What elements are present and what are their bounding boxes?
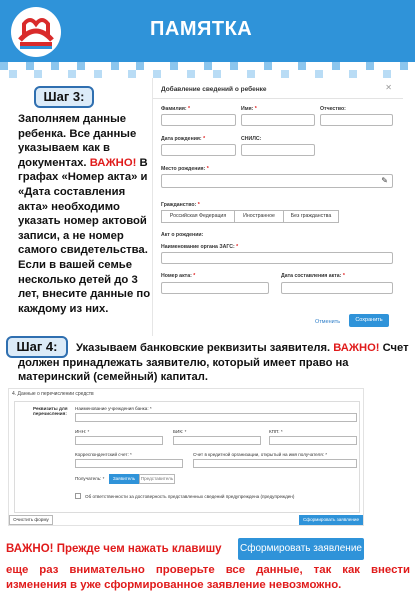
citizenship-label: Гражданство: * [161,202,200,208]
inn-input[interactable] [75,436,163,445]
bik-input[interactable] [173,436,261,445]
citizenship-option-none[interactable]: Без гражданства [283,210,339,223]
snils-input[interactable] [241,144,315,156]
citizenship-option-foreign[interactable]: Иностранное [234,210,284,223]
name-input[interactable] [241,114,315,126]
recipient-option-applicant[interactable]: Заявитель [109,474,139,484]
step-4-text-2: Счет должен принадлежать заявителю, который имеет право на материнский (семейный) капитал. [18,342,409,383]
name-label: Имя: * [241,106,257,112]
warning-line-1: еще раз внимательно проверьте все данные, так как внести [6,564,410,576]
corr-account-label: Корреспондентский счет: * [75,452,132,457]
cancel-button[interactable]: Отменить [315,319,341,325]
zags-input[interactable] [161,252,393,264]
step-4-text-1: Указываем банковские реквизиты заявителя. [76,342,331,354]
act-date-input[interactable] [281,282,393,294]
page-header [0,0,415,62]
warning-notice [0,533,415,600]
step-4-instructions [18,341,410,385]
submit-application-button[interactable]: Сформировать заявление [299,515,363,525]
step-4-pill: Шаг 4: [6,336,68,358]
step-3-text-2: Все данные указываем как в документах. [18,127,137,169]
warning-prefix: ВАЖНО! Прежде чем нажать клавишу [6,543,222,555]
account-input[interactable] [193,459,357,468]
step-3-text-1: Заполняем данные ребенка. [18,113,127,140]
warning-line-2: изменения в уже сформированное заявление невозможно. [6,579,342,591]
dialog-divider [153,98,403,99]
birthplace-label: Место рождения: * [161,166,209,172]
citizenship-option-rf[interactable]: Российская Федерация [161,210,235,223]
responsibility-text: Об ответственности за достоверность представленных сведений предупреждена (предупрежден) [85,494,295,499]
save-button[interactable]: Сохранить [349,314,389,327]
birthdate-input[interactable] [161,144,236,156]
step-4-important: ВАЖНО! [333,342,380,354]
section-title: 4. Данные о перечислении средств [12,391,94,397]
inn-label: ИНН: * [75,429,90,434]
bik-label: БИК: * [173,429,187,434]
step-3-text-3: В графах «Номер акта» и «Дата составления акта» необходимо указать номер актовой записи, а не номер самого свидетельства. Если в вашей семье несколько детей до 3 лет, внесите данные по каждому из них. [18,156,151,315]
dialog-title: Добавление сведений о ребенке [161,86,267,93]
account-label: Счет в кредитной организации, открытый на имя получателя: * [193,452,328,457]
responsibility-checkbox[interactable] [75,493,81,499]
pfr-logo-icon [10,6,62,58]
snils-label: СНИЛС: [241,136,262,142]
kpp-input[interactable] [269,436,357,445]
kpp-label: КПП: * [269,429,283,434]
step-3-instructions [18,112,156,316]
recipient-option-representative[interactable]: Представитель [139,474,175,484]
bank-details-panel [14,401,360,513]
birthdate-label: Дата рождения: * [161,136,206,142]
pencil-icon[interactable]: ✎ [381,176,388,185]
patronymic-label: Отчество: [320,106,346,112]
act-number-input[interactable] [161,282,269,294]
surname-input[interactable] [161,114,236,126]
step-3-important: ВАЖНО! [89,156,137,169]
page-title: ПАМЯТКА [150,18,253,40]
birthplace-input[interactable] [161,174,393,188]
recipient-label: Получатель: * [75,476,105,481]
step-3-pill: Шаг 3: [34,86,94,108]
bank-name-label: Наименование учреждения банка: * [75,406,152,411]
clear-form-button[interactable]: Очистить форму [9,515,53,525]
surname-label: Фамилия: * [161,106,191,112]
bank-details-form [8,388,364,526]
form-application-button-illustration[interactable]: Сформировать заявление [238,538,364,560]
act-date-label: Дата составления акта: * [281,273,345,279]
requisites-label: Реквизиты для перечисления: [33,406,68,416]
zags-label: Наименование органа ЗАГС: * [161,244,239,250]
close-icon[interactable]: ✕ [385,83,392,92]
add-child-dialog [152,78,402,336]
act-number-label: Номер акта: * [161,273,196,279]
birth-act-label: Акт о рождении: [161,232,204,238]
patronymic-input[interactable] [320,114,393,126]
bank-name-input[interactable] [75,413,357,422]
corr-account-input[interactable] [75,459,183,468]
